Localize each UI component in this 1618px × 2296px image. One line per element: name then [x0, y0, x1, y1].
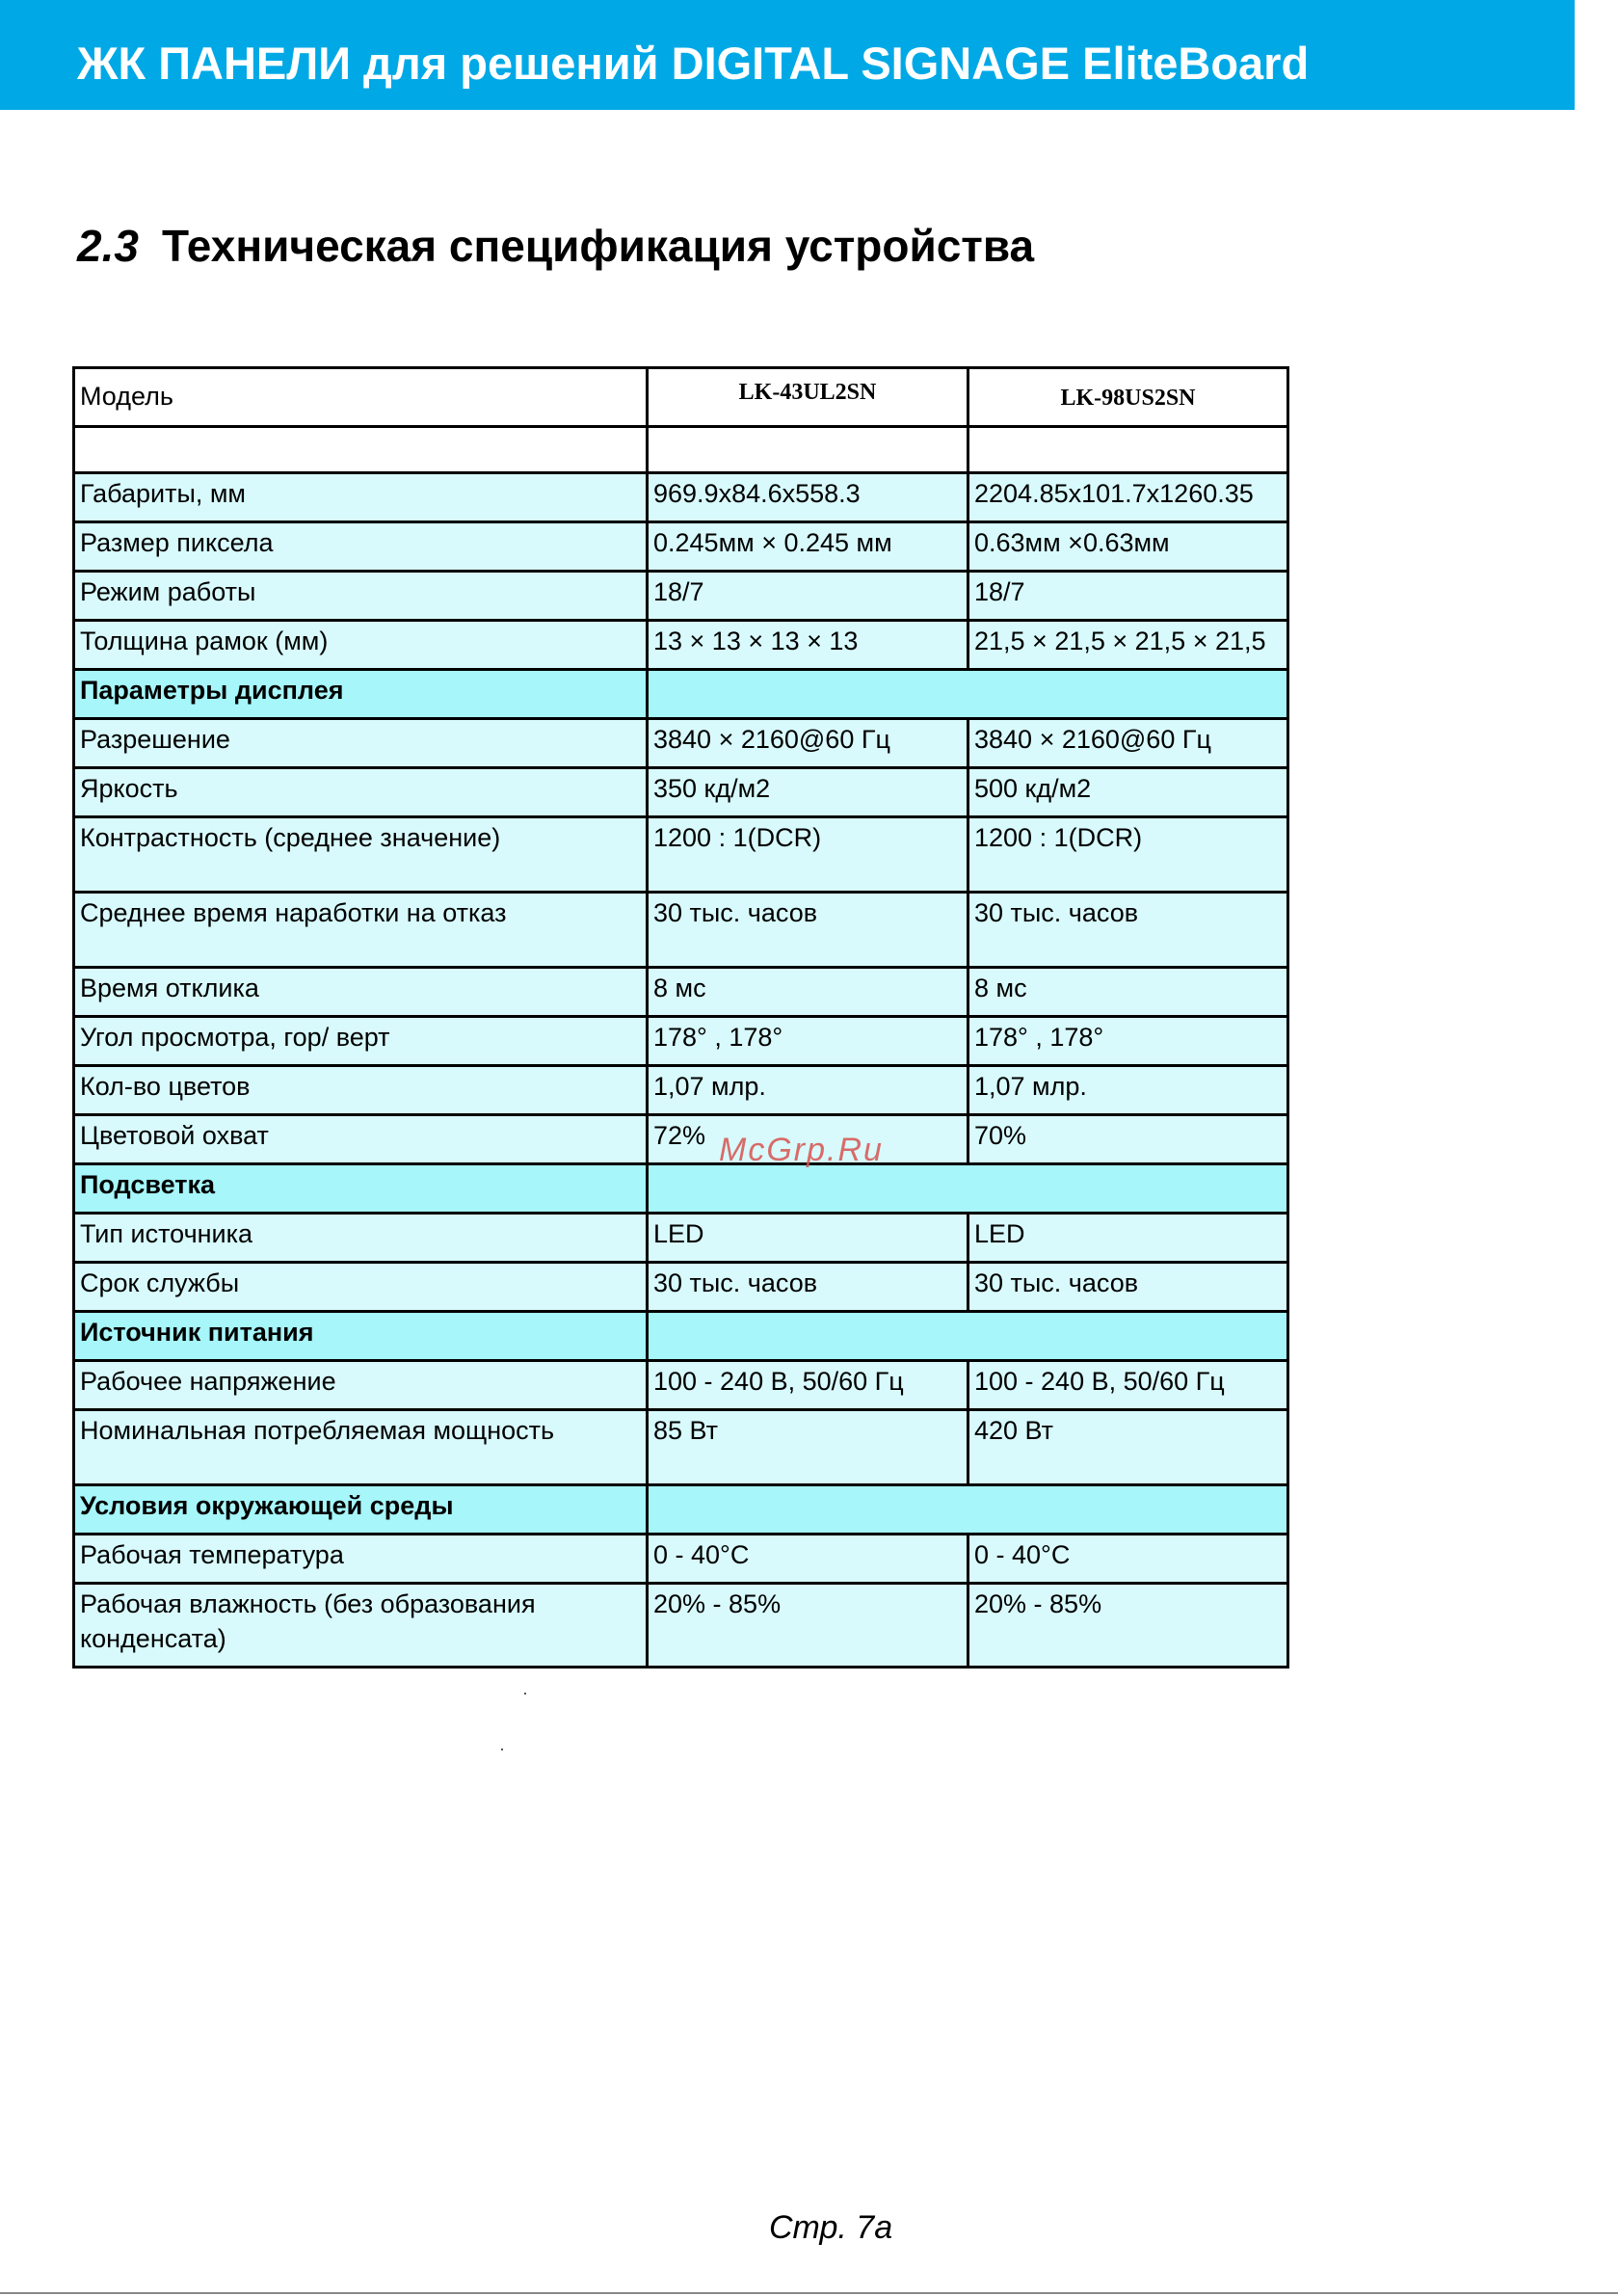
blank-cell [968, 427, 1288, 473]
model-name-1: LK-43UL2SN [648, 368, 968, 427]
value-cell-1: 20% - 85% [648, 1584, 968, 1668]
value-cell-1: 18/7 [648, 572, 968, 621]
table-row [74, 572, 1288, 621]
value-cell-2: 420 Вт [968, 1410, 1288, 1485]
section-empty-cell [648, 670, 1288, 719]
row-label: Номинальная потребляемая мощность [74, 1410, 648, 1485]
row-label: Режим работы [74, 572, 648, 621]
row-label: Яркость [74, 768, 648, 817]
header-divider [0, 108, 1575, 110]
table-row [74, 968, 1288, 1017]
blank-cell [74, 427, 648, 473]
section-number: 2.3 [77, 221, 139, 271]
table-row [74, 621, 1288, 670]
model-name-2: LK-98US2SN [968, 368, 1288, 427]
value-cell-2: 20% - 85% [968, 1584, 1288, 1668]
table-header-row [74, 368, 1288, 427]
table-row [74, 522, 1288, 572]
value-cell-2: 500 кд/м2 [968, 768, 1288, 817]
value-cell-2: 21,5 × 21,5 × 21,5 × 21,5 [968, 621, 1288, 670]
row-label: Тип источника [74, 1214, 648, 1263]
table-row [74, 768, 1288, 817]
value-cell-2: 0.63мм ×0.63мм [968, 522, 1288, 572]
table-row [74, 817, 1288, 893]
value-cell-2: 0 - 40°C [968, 1535, 1288, 1584]
table-section-row [74, 1312, 1288, 1361]
table-section-row [74, 670, 1288, 719]
row-label: Рабочая температура [74, 1535, 648, 1584]
row-label: Размер пиксела [74, 522, 648, 572]
value-cell-1: 100 - 240 В, 50/60 Гц [648, 1361, 968, 1410]
table-row [74, 1361, 1288, 1410]
section-heading [77, 220, 1034, 272]
table-row [74, 1017, 1288, 1066]
value-cell-1: 1200 : 1(DCR) [648, 817, 968, 893]
row-label: Разрешение [74, 719, 648, 768]
table-row [74, 1584, 1288, 1668]
value-cell-2: 30 тыс. часов [968, 1263, 1288, 1312]
value-cell-1: LED [648, 1214, 968, 1263]
table-section-row [74, 1485, 1288, 1535]
section-label: Источник питания [74, 1312, 648, 1361]
value-cell-2: 30 тыс. часов [968, 893, 1288, 968]
section-label: Условия окружающей среды [74, 1485, 648, 1535]
stray-dot [524, 1693, 526, 1695]
row-label: Рабочая влажность (без образования конденсата) [74, 1584, 648, 1668]
table-row [74, 1066, 1288, 1115]
row-label: Угол просмотра, гор/ верт [74, 1017, 648, 1066]
row-label: Цветовой охват [74, 1115, 648, 1164]
value-cell-1: 8 мс [648, 968, 968, 1017]
blank-cell [648, 427, 968, 473]
header-title: ЖК ПАНЕЛИ для решений DIGITAL SIGNAGE EliteBoard [77, 38, 1310, 89]
value-cell-1: 350 кд/м2 [648, 768, 968, 817]
value-cell-1: 969.9x84.6x558.3 [648, 473, 968, 522]
table-row [74, 719, 1288, 768]
value-cell-2: 8 мс [968, 968, 1288, 1017]
section-title: Техническая спецификация устройства [161, 221, 1035, 271]
section-label: Параметры дисплея [74, 670, 648, 719]
model-label: Модель [74, 368, 648, 427]
value-cell-1: 178° , 178° [648, 1017, 968, 1066]
table-row [74, 1115, 1288, 1164]
value-cell-1: 30 тыс. часов [648, 893, 968, 968]
value-cell-2: 18/7 [968, 572, 1288, 621]
value-cell-2: 178° , 178° [968, 1017, 1288, 1066]
value-cell-1: 13 × 13 × 13 × 13 [648, 621, 968, 670]
value-cell-1: 85 Вт [648, 1410, 968, 1485]
spec-table [72, 366, 1289, 1669]
table-row [74, 893, 1288, 968]
value-cell-1: 0 - 40°C [648, 1535, 968, 1584]
row-label: Кол-во цветов [74, 1066, 648, 1115]
value-cell-2: 70% [968, 1115, 1288, 1164]
row-label: Контрастность (среднее значение) [74, 817, 648, 893]
value-cell-1: 1,07 млр. [648, 1066, 968, 1115]
value-cell-1: 3840 × 2160@60 Гц [648, 719, 968, 768]
value-cell-2: 2204.85x101.7x1260.35 [968, 473, 1288, 522]
value-cell-2: 1,07 млр. [968, 1066, 1288, 1115]
table-row [74, 1535, 1288, 1584]
row-label: Габариты, мм [74, 473, 648, 522]
stray-dot [501, 1749, 503, 1750]
value-cell-2: 3840 × 2160@60 Гц [968, 719, 1288, 768]
value-cell-2: 100 - 240 В, 50/60 Гц [968, 1361, 1288, 1410]
row-label: Рабочее напряжение [74, 1361, 648, 1410]
value-cell-1: 72% [648, 1115, 968, 1164]
section-empty-cell [648, 1485, 1288, 1535]
table-row [74, 1263, 1288, 1312]
bottom-line [0, 2292, 1618, 2294]
table-blank-row [74, 427, 1288, 473]
section-empty-cell [648, 1164, 1288, 1214]
value-cell-1: 0.245мм × 0.245 мм [648, 522, 968, 572]
page-number: Стр. 7a [769, 2209, 893, 2246]
row-label: Толщина рамок (мм) [74, 621, 648, 670]
row-label: Среднее время наработки на отказ [74, 893, 648, 968]
row-label: Время отклика [74, 968, 648, 1017]
table-row [74, 473, 1288, 522]
value-cell-2: LED [968, 1214, 1288, 1263]
table-section-row [74, 1164, 1288, 1214]
section-label: Подсветка [74, 1164, 648, 1214]
table-row [74, 1214, 1288, 1263]
watermark: McGrp.Ru [719, 1132, 884, 1168]
section-empty-cell [648, 1312, 1288, 1361]
table-row [74, 1410, 1288, 1485]
value-cell-1: 30 тыс. часов [648, 1263, 968, 1312]
row-label: Срок службы [74, 1263, 648, 1312]
value-cell-2: 1200 : 1(DCR) [968, 817, 1288, 893]
